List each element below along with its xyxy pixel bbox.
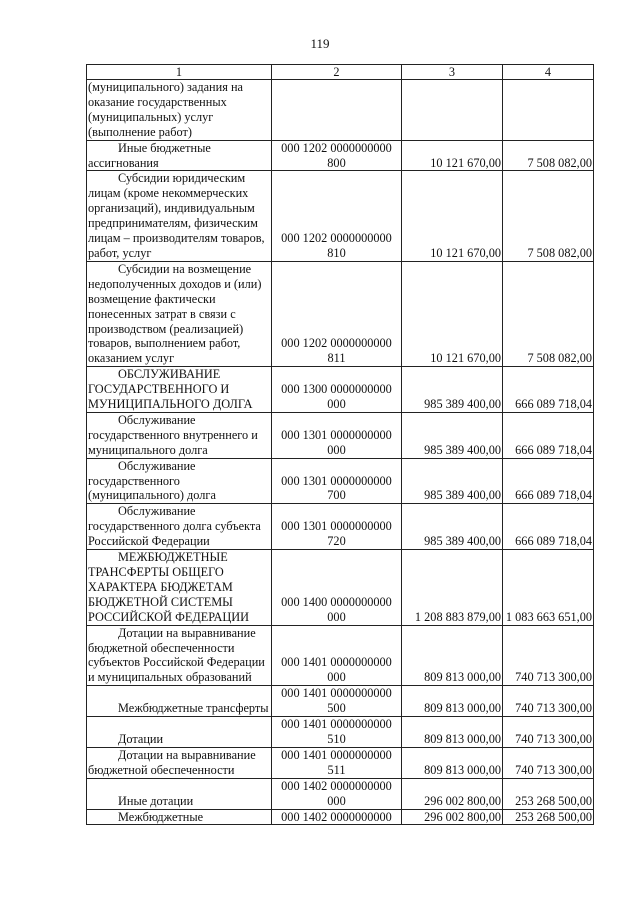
row-value-4-cell	[503, 778, 594, 809]
row-value-3-cell	[402, 686, 503, 717]
row-code-text: 000 1301 0000000000 720	[281, 519, 392, 549]
row-value-3-cell	[402, 80, 503, 141]
row-value-3-cell	[402, 171, 503, 261]
row-value-4-cell	[503, 747, 594, 778]
row-value-3-cell	[402, 367, 503, 413]
table-row	[87, 80, 594, 141]
row-value-3-text: 985 389 400,00	[424, 534, 501, 549]
table-row	[87, 412, 594, 458]
row-name-text: Иные дотации	[118, 793, 194, 808]
row-code-text: 000 1202 0000000000 810	[281, 231, 392, 260]
row-name-text: Дотации	[118, 731, 164, 746]
table-row	[87, 550, 594, 626]
row-value-4-cell	[503, 412, 594, 458]
row-value-4-text: 253 268 500,00	[515, 793, 592, 808]
row-code-text: 000 1301 0000000000 700	[281, 473, 392, 503]
row-code-cell	[272, 550, 402, 626]
row-name-cell	[87, 412, 272, 458]
row-code-cell	[272, 686, 402, 717]
row-code-text: 000 1202 0000000000 800	[281, 140, 392, 170]
table-row	[87, 809, 594, 825]
row-name-text: ОБСЛУЖИВАНИЕ ГОСУДАРСТВЕННОГО И МУНИЦИПАЛЬНОГО ДОЛГА	[88, 367, 253, 412]
row-code-cell	[272, 717, 402, 748]
header-col-2: 2	[272, 65, 402, 80]
row-value-4-text: 666 089 718,04	[515, 442, 592, 457]
row-value-4-text: 666 089 718,04	[515, 488, 592, 503]
row-code-cell	[272, 140, 402, 171]
table-row	[87, 367, 594, 413]
row-code-text: 000 1401 0000000000 500	[281, 686, 392, 716]
row-name-cell	[87, 550, 272, 626]
row-value-4-text: 7 508 082,00	[527, 351, 592, 366]
header-col-3: 3	[402, 65, 503, 80]
row-value-4-cell	[503, 504, 594, 550]
row-value-3-cell	[402, 809, 503, 825]
row-value-4-cell	[503, 717, 594, 748]
row-value-4-text: 7 508 082,00	[527, 245, 592, 260]
row-code-text: 000 1402 0000000000 000	[281, 778, 392, 808]
row-name-text: (муниципального) задания на оказание государственных (муниципальных) услуг (выполнение работ)	[88, 80, 243, 139]
row-value-3-text: 296 002 800,00	[424, 793, 501, 808]
row-value-3-cell	[402, 458, 503, 504]
row-name-cell	[87, 686, 272, 717]
row-code-text: 000 1402 0000000000	[281, 809, 392, 824]
page-number: 119	[310, 36, 330, 51]
row-code-cell	[272, 367, 402, 413]
row-value-4-cell	[503, 80, 594, 141]
row-name-cell	[87, 458, 272, 504]
row-value-4-cell	[503, 367, 594, 413]
row-name-cell	[87, 367, 272, 413]
table-row	[87, 778, 594, 809]
row-value-3-cell	[402, 717, 503, 748]
row-value-3-cell	[402, 412, 503, 458]
row-name-cell	[87, 504, 272, 550]
row-name-text: Межбюджетные трансферты	[118, 701, 269, 716]
row-value-3-text: 10 121 670,00	[430, 245, 501, 260]
row-name-text: Субсидии юридическим лицам (кроме некоммерческих организаций), индивидуальным предпринимателям, физическим лицам – производителям товаров, работ, услуг	[88, 171, 265, 260]
row-name-cell	[87, 747, 272, 778]
table-row	[87, 261, 594, 366]
row-value-3-text: 296 002 800,00	[424, 809, 501, 824]
row-name-text: Обслуживание государственного долга субъекта Российской Федерации	[88, 504, 261, 549]
row-value-3-text: 809 813 000,00	[424, 670, 501, 685]
row-code-cell	[272, 778, 402, 809]
row-value-4-text: 740 713 300,00	[515, 701, 592, 716]
row-name-text: Иные бюджетные ассигнования	[88, 140, 211, 170]
table-row	[87, 686, 594, 717]
row-name-text: МЕЖБЮДЖЕТНЫЕ ТРАНСФЕРТЫ ОБЩЕГО ХАРАКТЕРА БЮДЖЕТАМ БЮДЖЕТНОЙ СИСТЕМЫ РОССИЙСКОЙ ФЕДЕРАЦИИ	[88, 550, 250, 624]
row-name-cell	[87, 625, 272, 686]
table-row	[87, 504, 594, 550]
row-value-4-text: 253 268 500,00	[515, 809, 592, 824]
row-value-3-text: 985 389 400,00	[424, 397, 501, 412]
row-value-3-text: 985 389 400,00	[424, 488, 501, 503]
row-name-text: Дотации на выравнивание бюджетной обеспеченности	[88, 747, 256, 777]
row-value-4-cell	[503, 140, 594, 171]
row-code-cell	[272, 625, 402, 686]
row-value-3-cell	[402, 747, 503, 778]
row-value-4-text: 666 089 718,04	[515, 397, 592, 412]
table-row	[87, 747, 594, 778]
row-code-cell	[272, 747, 402, 778]
row-value-3-cell	[402, 140, 503, 171]
row-value-4-cell	[503, 809, 594, 825]
row-value-4-text: 7 508 082,00	[527, 155, 592, 170]
row-value-4-cell	[503, 171, 594, 261]
row-code-cell	[272, 412, 402, 458]
row-name-cell	[87, 140, 272, 171]
header-col-4: 4	[503, 65, 594, 80]
row-value-3-text: 985 389 400,00	[424, 442, 501, 457]
row-name-text: Межбюджетные	[118, 809, 204, 824]
row-name-cell	[87, 171, 272, 261]
row-code-cell	[272, 80, 402, 141]
row-value-3-cell	[402, 778, 503, 809]
row-value-4-cell	[503, 625, 594, 686]
row-code-text: 000 1401 0000000000 510	[281, 717, 392, 746]
row-name-cell	[87, 261, 272, 366]
budget-table	[86, 64, 594, 825]
row-value-3-text: 10 121 670,00	[430, 351, 501, 366]
row-name-text: Обслуживание государственного (муниципального) долга	[88, 458, 216, 503]
table-header	[87, 65, 594, 80]
row-name-text: Субсидии на возмещение недополученных доходов и (или) возмещение фактически понесенных затрат в связи с производством (реализацией) товаров, выполнением работ, оказанием услуг	[88, 261, 262, 366]
row-value-3-cell	[402, 625, 503, 686]
row-code-cell	[272, 171, 402, 261]
row-value-3-text: 809 813 000,00	[424, 701, 501, 716]
row-name-cell	[87, 778, 272, 809]
row-value-4-text: 740 713 300,00	[515, 731, 592, 746]
row-code-cell	[272, 458, 402, 504]
row-value-3-cell	[402, 550, 503, 626]
row-value-4-cell	[503, 458, 594, 504]
row-code-text: 000 1400 0000000000 000	[281, 594, 392, 624]
table-row	[87, 140, 594, 171]
row-value-4-cell	[503, 686, 594, 717]
row-code-text: 000 1401 0000000000 511	[281, 747, 392, 777]
row-code-text: 000 1300 0000000000 000	[281, 382, 392, 412]
row-name-cell	[87, 717, 272, 748]
row-value-4-cell	[503, 550, 594, 626]
row-code-cell	[272, 809, 402, 825]
row-value-4-text: 1 083 663 651,00	[505, 609, 592, 624]
row-code-cell	[272, 261, 402, 366]
row-value-3-cell	[402, 504, 503, 550]
row-value-3-text: 809 813 000,00	[424, 762, 501, 777]
row-value-3-cell	[402, 261, 503, 366]
table-row	[87, 625, 594, 686]
table-row	[87, 717, 594, 748]
row-code-text: 000 1301 0000000000 000	[281, 427, 392, 457]
header-col-1: 1	[87, 65, 272, 80]
row-code-text: 000 1202 0000000000 811	[281, 336, 392, 366]
row-code-cell	[272, 504, 402, 550]
row-value-4-cell	[503, 261, 594, 366]
row-value-4-text: 666 089 718,04	[515, 534, 592, 549]
row-value-3-text: 10 121 670,00	[430, 155, 501, 170]
row-value-3-text: 1 208 883 879,00	[414, 609, 501, 624]
row-name-cell	[87, 80, 272, 141]
row-name-text: Дотации на выравнивание бюджетной обеспеченности субъектов Российской Федерации и муниципальных образований	[88, 625, 265, 685]
table-row	[87, 458, 594, 504]
table-row	[87, 171, 594, 261]
row-value-4-text: 740 713 300,00	[515, 762, 592, 777]
row-value-3-text: 809 813 000,00	[424, 731, 501, 746]
row-name-text: Обслуживание государственного внутреннего и муниципального долга	[88, 412, 258, 457]
row-code-text: 000 1401 0000000000 000	[281, 655, 392, 685]
table-body	[87, 80, 594, 825]
row-name-cell	[87, 809, 272, 825]
row-value-4-text: 740 713 300,00	[515, 670, 592, 685]
